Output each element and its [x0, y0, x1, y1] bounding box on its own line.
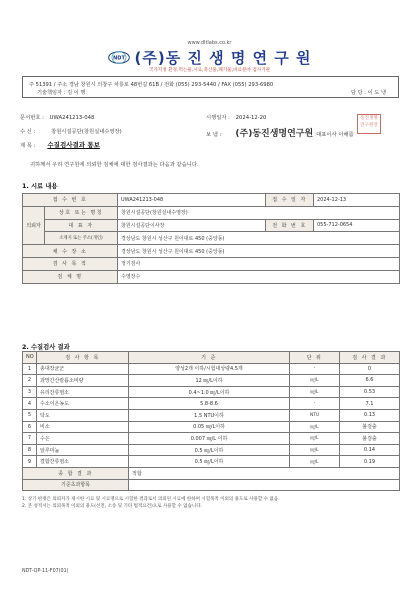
row-unit: ㎎/L — [290, 456, 340, 468]
row-standard: 0.007 ㎎/L 이하 — [129, 433, 290, 445]
subject — [20, 140, 100, 149]
row-no: 5 — [23, 409, 37, 421]
col-result: 검 사 결 과 — [340, 352, 400, 364]
row-standard: 0.4~1.0 ㎎/L이하 — [129, 386, 290, 398]
purpose-value: 정기검사 — [118, 257, 400, 270]
table-row — [23, 363, 400, 375]
row-result: 6.6 — [340, 375, 400, 387]
table-row — [23, 375, 400, 387]
table-row — [23, 270, 400, 283]
row-result: 0.13 — [340, 409, 400, 421]
phone-value: 055-712-0654 — [314, 219, 400, 232]
issue-date-value: 2024-12-20 — [235, 115, 267, 121]
row-item: 비소 — [37, 421, 129, 433]
table-row — [23, 409, 400, 421]
ndt-logo-icon — [108, 51, 130, 64]
results-body — [23, 363, 400, 467]
row-no: 1 — [23, 363, 37, 375]
row-unit: ㎎/L — [290, 386, 340, 398]
subject-value: 수질검사결과 통보 — [47, 141, 100, 149]
row-standard: 12 ㎎/L이하 — [129, 375, 290, 387]
row-no: 3 — [23, 386, 37, 398]
col-no: NO — [23, 352, 37, 364]
row-item: 탁도 — [37, 409, 129, 421]
table-row — [23, 219, 400, 232]
doc-number-label: 문서번호 : — [20, 115, 44, 121]
row-no: 7 — [23, 433, 37, 445]
doc-number — [20, 113, 94, 121]
note-2: 2. 본 성적서는 의뢰목적 이외의 용도(선전, 소송 및 기타 법적요건)으로 사용할 수 없습니다. — [22, 504, 202, 509]
sender — [206, 126, 354, 139]
table-row — [23, 421, 400, 433]
row-item: 알루미늄 — [37, 444, 129, 456]
row-result: 0.53 — [340, 386, 400, 398]
website-url[interactable]: www.dltlabs.co.kr — [187, 40, 232, 46]
overall-label: 종 합 결 과 — [23, 467, 129, 479]
row-standard: 양성2개 이하/시험대상량4.5개 — [129, 363, 290, 375]
row-no: 6 — [23, 421, 37, 433]
row-item: 과망간산칼륨소비량 — [37, 375, 129, 387]
basis-value — [129, 479, 400, 491]
table-row — [23, 245, 400, 258]
row-item: 총대장균군 — [37, 363, 129, 375]
recipient-to — [20, 127, 122, 135]
col-unit: 단 위 — [290, 352, 340, 364]
test-results-table — [22, 351, 400, 491]
intro-text: 귀하께서 우리 연구원에 의뢰한 검체에 대한 검사결과는 다음과 같습니다. — [30, 162, 199, 168]
official-seal-stamp: 동진생명 연구원장 — [357, 114, 381, 134]
site-value: 경상남도 창원시 성산구 원이대로 450 (중앙동) — [118, 245, 400, 258]
basis-row — [23, 479, 400, 491]
form-code: NDT-QP-11-F07(01) — [22, 569, 69, 574]
phone-label: 전 화 번 호 — [266, 219, 314, 232]
section2-title: 2. 수질검사 결과 — [22, 344, 70, 351]
site-label: 채 수 장 소 — [23, 245, 118, 258]
row-result: 불검출 — [340, 433, 400, 445]
row-item: 수소이온농도 — [37, 398, 129, 410]
from-label: 보 냄 : — [206, 132, 222, 138]
row-unit: NTU — [290, 409, 340, 421]
company-value: 창원시설공단(창원실내수영장) — [118, 206, 400, 219]
row-standard: 1.5 NTU이하 — [129, 409, 290, 421]
overall-row — [23, 467, 400, 479]
row-result: 불검출 — [340, 421, 400, 433]
table-row — [23, 444, 400, 456]
sample-no-value: UWA241213-048 — [118, 194, 266, 207]
row-no: 9 — [23, 456, 37, 468]
row-item: 결합잔류염소 — [37, 456, 129, 468]
table-row — [23, 194, 400, 207]
row-standard: 0.5 ㎎/L이하 — [129, 456, 290, 468]
doc-number-value: UWA241213-048 — [49, 115, 95, 121]
purpose-label: 검 사 목 적 — [23, 257, 118, 270]
overall-value: 적합 — [129, 467, 400, 479]
col-item: 검 사 항 목 — [37, 352, 129, 364]
row-no: 8 — [23, 444, 37, 456]
table-header-row — [23, 352, 400, 364]
col-standard: 기 준 — [129, 352, 290, 364]
row-result: 0 — [340, 363, 400, 375]
row-result: 0.19 — [340, 456, 400, 468]
receipt-date-value: 2024-12-13 — [314, 194, 400, 207]
note-1: 1. 상기 판정은 의뢰자가 제시한 시료 및 시료명으로 시험한 결과로서 의뢰된 시료에 한하며 시험목적 이외의 용도로 사용할 수 없음. — [22, 497, 280, 502]
basis-label: 기준초과항목 — [23, 479, 129, 491]
table-row — [23, 232, 400, 245]
row-unit: - — [290, 398, 340, 410]
row-standard: 5.8-8.6 — [129, 398, 290, 410]
row-unit: ㎎/L — [290, 433, 340, 445]
company-label: 상호 또는 명칭 — [45, 206, 118, 219]
sample-name-label: 검 체 명 — [23, 270, 118, 283]
row-standard: 0.05 ㎎/L이하 — [129, 421, 290, 433]
org-subtitle: 국가지정 환경,먹는물,시료,축산물,폐기물,비료분야 검사기관 — [148, 68, 271, 73]
sample-name-value: 수영장수 — [118, 270, 400, 283]
row-unit: ㎎/L — [290, 444, 340, 456]
addr-value: 경상남도 창원시 성산구 원이대로 450 (중앙동) — [118, 232, 400, 245]
sample-info-table — [22, 193, 400, 284]
technical-manager: 기술책임자 : 김 이 행 — [37, 90, 86, 96]
table-row — [23, 433, 400, 445]
row-result: 0.14 — [340, 444, 400, 456]
row-unit: - — [290, 363, 340, 375]
issue-date-label: 시행일자 : — [206, 115, 230, 121]
row-result: 7.1 — [340, 398, 400, 410]
table-row — [23, 206, 400, 219]
receipt-date-label: 접 수 일 자 — [266, 194, 314, 207]
to-value: 창원시설공단(창원실내수영장) — [51, 129, 122, 135]
row-standard: 0.5 ㎎/L이하 — [129, 444, 290, 456]
section1-title: 1. 시료 내용 — [22, 183, 58, 190]
header-logo-row — [0, 47, 419, 68]
addr-label: 소재지 또는 주소(개인) — [45, 232, 118, 245]
address-box — [22, 76, 399, 98]
row-no: 4 — [23, 398, 37, 410]
logo-text: NDT — [112, 55, 125, 62]
from-value: (주)동진생명연구원 — [235, 129, 314, 139]
table-row — [23, 456, 400, 468]
row-unit: ㎎/L — [290, 421, 340, 433]
rep-label: 대 표 자 — [45, 219, 118, 232]
address-line: 주 51391 / 주소 경남 창원시 의창구 차룡로 48번길 61B / 전화 (055) 293-5440 / FAX (055) 293-6980 — [29, 82, 274, 88]
issue-date — [206, 113, 266, 121]
table-row — [23, 386, 400, 398]
table-row — [23, 257, 400, 270]
row-unit: ㎎/L — [290, 375, 340, 387]
row-item: 수은 — [37, 433, 129, 445]
from-title: 대표이사 이해름 — [316, 132, 354, 138]
table-row — [23, 398, 400, 410]
sample-no-label: 접 수 번 호 — [23, 194, 118, 207]
contact-person: 담 당 : 이 도 냉 — [350, 90, 386, 96]
subject-label: 제 목 : — [20, 143, 36, 149]
client-label: 의뢰자 — [23, 206, 45, 244]
to-label: 수 신 : — [20, 129, 36, 135]
org-name: (주)동 진 생 명 연 구 원 — [134, 49, 312, 67]
rep-value: 창원시설공단이사장 — [118, 219, 266, 232]
row-item: 유리잔류염소 — [37, 386, 129, 398]
row-no: 2 — [23, 375, 37, 387]
notes — [22, 496, 280, 510]
